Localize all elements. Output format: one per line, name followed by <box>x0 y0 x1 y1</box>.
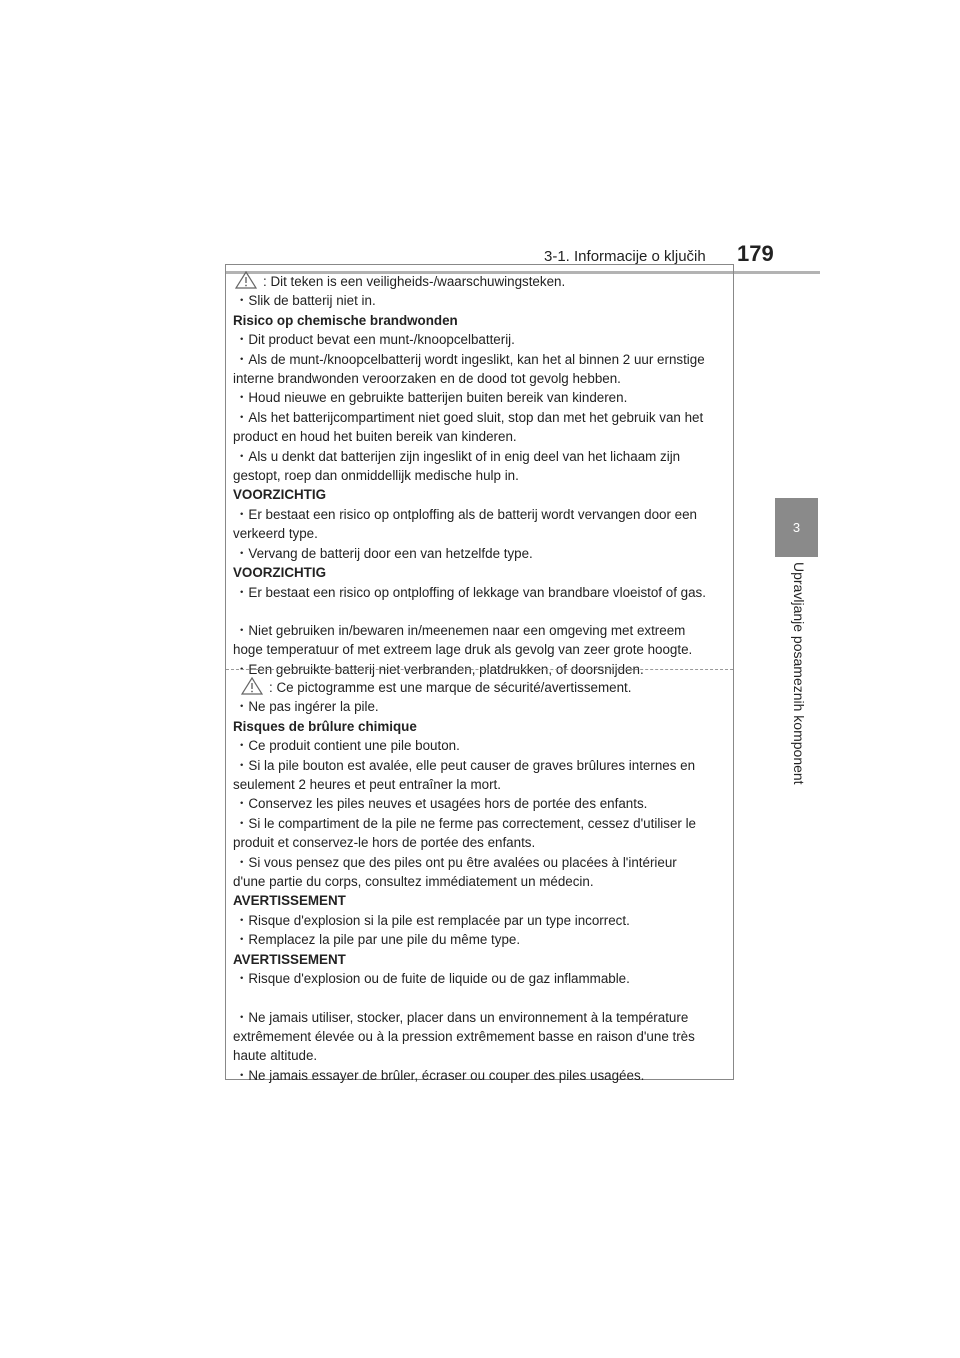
dutch-icon-caption-line <box>233 271 727 291</box>
dutch-chem-heading: Risico op chemische brandwonden <box>233 312 458 328</box>
french-warning-heading-1: AVERTISSEMENT <box>233 893 346 909</box>
french-icon-caption-line <box>233 677 727 697</box>
spacer <box>233 989 727 1008</box>
french-warning-2: ・ Remplacez la pile par une pile du même type. <box>233 930 727 949</box>
french-bullet-5b: d'une partie du corps, consultez immédiatement un médecin. <box>233 874 594 890</box>
french-bullet-2b: seulement 2 heures et peut entraîner la mort. <box>233 777 501 793</box>
french-bullet-4b: produit et conservez-le hors de portée des enfants. <box>233 835 536 851</box>
dutch-warning-section <box>233 271 727 679</box>
french-bullet-3: ・ Conservez les piles neuves et usagées hors de portée des enfants. <box>233 794 727 813</box>
dutch-bullet-3: ・ Houd nieuwe en gebruikte batterijen buiten bereik van kinderen. <box>233 388 727 407</box>
dutch-bullet-4b: product en houd het buiten bereik van kinderen. <box>233 429 517 445</box>
french-warning-section <box>233 677 727 1085</box>
dutch-caution-3: ・ Er bestaat een risico op ontploffing of lekkage van brandbare vloeistof of gas. <box>233 583 727 602</box>
dutch-caution-heading-2: VOORZICHTIG <box>233 565 326 581</box>
french-bullet-5a: ・ Si vous pensez que des piles ont pu être avalées ou placées à l'intérieur <box>233 853 727 872</box>
french-warning-4a: ・ Ne jamais utiliser, stocker, placer dans un environnement à la température <box>233 1008 727 1027</box>
dutch-caution-4b: hoge temperatuur of met extreem lage druk als gevolg van zeer grote hoogte. <box>233 642 693 658</box>
warning-triangle-icon <box>241 677 263 695</box>
french-chem-heading: Risques de brûlure chimique <box>233 718 417 734</box>
dutch-bullet-1: ・ Dit product bevat een munt-/knoopcelbatterij. <box>233 330 727 349</box>
chapter-number: 3 <box>792 520 801 535</box>
chapter-label: Upravljanje posameznih komponent <box>791 562 807 785</box>
french-warning-4c: haute altitude. <box>233 1048 318 1064</box>
french-bullet-4a: ・ Si le compartiment de la pile ne ferme pas correctement, cessez d'utiliser le <box>233 814 727 833</box>
dutch-caution-2: ・ Vervang de batterij door een van hetzelfde type. <box>233 544 727 563</box>
section-title: 3-1. Informacije o ključih <box>544 248 706 265</box>
french-bullet-2a: ・ Si la pile bouton est avalée, elle peut causer de graves brûlures internes en <box>233 756 727 775</box>
warning-triangle-icon <box>235 271 257 289</box>
battery-warning-box <box>225 264 734 1083</box>
dutch-caution-4a: ・ Niet gebruiken in/bewaren in/meenemen naar een omgeving met extreem <box>233 621 727 640</box>
dutch-bullet-5a: ・ Als u denkt dat batterijen zijn ingeslikt of in enig deel van het lichaam zijn <box>233 447 727 466</box>
dutch-icon-caption: : Dit teken is een veiligheids-/waarschuwingsteken. <box>263 274 566 289</box>
french-warning-1: ・ Risque d'explosion si la pile est remplacée par un type incorrect. <box>233 911 727 930</box>
dutch-caution-5: ・ Een gebruikte batterij niet verbranden, platdrukken, of doorsnijden. <box>233 660 727 679</box>
dutch-caution-1a: ・ Er bestaat een risico op ontploffing als de batterij wordt vervangen door een <box>233 505 727 524</box>
french-bullet-1: ・ Ce produit contient une pile bouton. <box>233 736 727 755</box>
spacer <box>233 602 727 621</box>
page-number: 179 <box>737 241 774 266</box>
french-warning-5: ・ Ne jamais essayer de brûler, écraser ou couper des piles usagées. <box>233 1066 727 1085</box>
dutch-caution-heading-1: VOORZICHTIG <box>233 487 326 503</box>
dutch-bullet-5b: gestopt, roep dan onmiddellijk medische hulp in. <box>233 468 519 484</box>
dutch-bullet-4a: ・ Als het batterijcompartiment niet goed sluit, stop dan met het gebruik van het <box>233 408 727 427</box>
french-icon-caption: : Ce pictogramme est une marque de sécurité/avertissement. <box>269 680 632 695</box>
french-warning-heading-2: AVERTISSEMENT <box>233 951 346 967</box>
chapter-tab <box>775 498 818 557</box>
dutch-caution-1b: verkeerd type. <box>233 526 318 542</box>
dutch-no-swallow: ・ Slik de batterij niet in. <box>233 291 727 310</box>
french-no-swallow: ・ Ne pas ingérer la pile. <box>233 697 727 716</box>
dutch-bullet-2b: interne brandwonden veroorzaken en de dood tot gevolg hebben. <box>233 371 621 387</box>
french-warning-4b: extrêmement élevée ou à la pression extrêmement basse en raison d'une très <box>233 1028 695 1044</box>
section-divider <box>226 669 733 670</box>
dutch-bullet-2a: ・ Als de munt-/knoopcelbatterij wordt ingeslikt, kan het al binnen 2 uur ernstige <box>233 350 727 369</box>
french-warning-3: ・ Risque d'explosion ou de fuite de liquide ou de gaz inflammable. <box>233 969 727 988</box>
